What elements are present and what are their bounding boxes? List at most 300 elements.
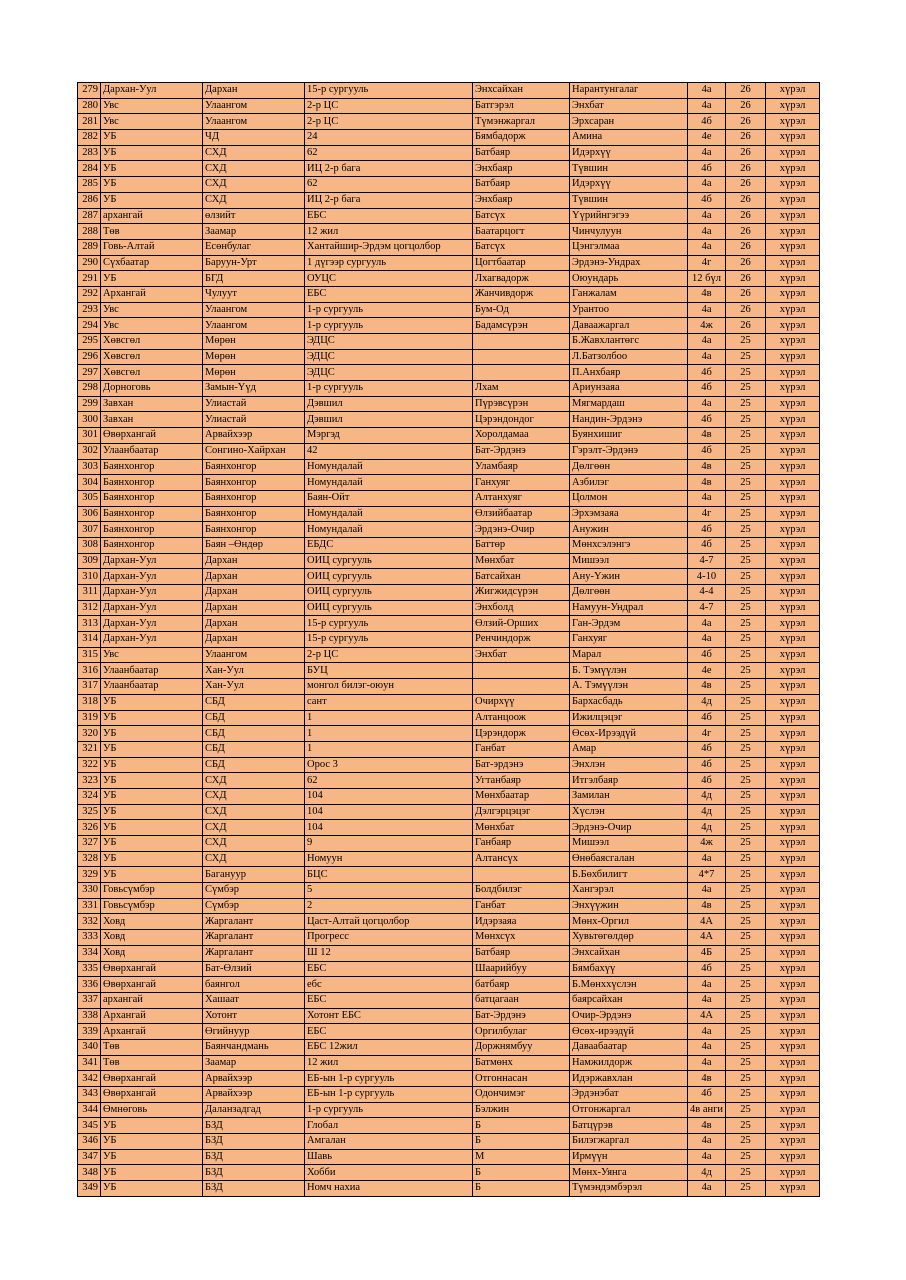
grade-cell: 4а xyxy=(688,1181,726,1197)
grade-cell: 4а xyxy=(688,632,726,648)
row-number: 314 xyxy=(78,632,101,648)
row-number: 343 xyxy=(78,1087,101,1103)
row-number: 326 xyxy=(78,820,101,836)
grade-cell: 4в xyxy=(688,475,726,491)
school-cell: 15-р сургууль xyxy=(305,632,473,648)
score-cell: 26 xyxy=(726,114,766,130)
medal-cell: хүрэл xyxy=(766,365,820,381)
student-name-cell: Бархасбадь xyxy=(570,694,688,710)
row-number: 317 xyxy=(78,679,101,695)
grade-cell: 4а xyxy=(688,177,726,193)
grade-cell: 4-7 xyxy=(688,553,726,569)
row-number: 331 xyxy=(78,898,101,914)
grade-cell: 4а xyxy=(688,334,726,350)
score-cell: 25 xyxy=(726,961,766,977)
row-number: 333 xyxy=(78,930,101,946)
sum-cell: Заамар xyxy=(203,1055,305,1071)
medal-cell: хүрэл xyxy=(766,537,820,553)
medal-cell: хүрэл xyxy=(766,192,820,208)
row-number: 348 xyxy=(78,1165,101,1181)
medal-cell: хүрэл xyxy=(766,208,820,224)
student-name-cell: Б.Жавхлантөгс xyxy=(570,334,688,350)
grade-cell: 4а xyxy=(688,145,726,161)
aimag-cell: Дорноговь xyxy=(101,381,203,397)
parent-name-cell xyxy=(473,365,570,381)
parent-name-cell: Лхам xyxy=(473,381,570,397)
medal-cell: хүрэл xyxy=(766,1071,820,1087)
school-cell: 1 дүгээр сургууль xyxy=(305,255,473,271)
parent-name-cell: Б xyxy=(473,1165,570,1181)
student-name-cell: Даваажаргал xyxy=(570,318,688,334)
row-number: 336 xyxy=(78,977,101,993)
student-name-cell: Бямбахүү xyxy=(570,961,688,977)
student-name-cell: Гэрэлт-Эрдэнэ xyxy=(570,443,688,459)
grade-cell: 4в xyxy=(688,459,726,475)
score-cell: 25 xyxy=(726,804,766,820)
table-row xyxy=(78,1118,820,1134)
sum-cell: СБД xyxy=(203,757,305,773)
row-number: 329 xyxy=(78,867,101,883)
medal-cell: хүрэл xyxy=(766,161,820,177)
score-cell: 25 xyxy=(726,490,766,506)
sum-cell: Улаангом xyxy=(203,98,305,114)
score-cell: 25 xyxy=(726,710,766,726)
grade-cell: 4б xyxy=(688,741,726,757)
score-cell: 25 xyxy=(726,632,766,648)
aimag-cell: Увс xyxy=(101,114,203,130)
table-row xyxy=(78,977,820,993)
school-cell: 12 жил xyxy=(305,1055,473,1071)
table-row xyxy=(78,632,820,648)
table-row xyxy=(78,710,820,726)
sum-cell: Баянчандмань xyxy=(203,1039,305,1055)
aimag-cell: Өвөрхангай xyxy=(101,977,203,993)
row-number: 327 xyxy=(78,836,101,852)
student-name-cell: Буянхишиг xyxy=(570,428,688,444)
school-cell: 24 xyxy=(305,130,473,146)
table-row xyxy=(78,239,820,255)
sum-cell: БГД xyxy=(203,271,305,287)
sum-cell: Мөрөн xyxy=(203,349,305,365)
medal-cell: хүрэл xyxy=(766,522,820,538)
school-cell: монгол билэг-оюун xyxy=(305,679,473,695)
student-name-cell: Эрхэмзаяа xyxy=(570,506,688,522)
table-row xyxy=(78,694,820,710)
medal-cell: хүрэл xyxy=(766,851,820,867)
school-cell: ЕБС xyxy=(305,286,473,302)
school-cell: ОУЦС xyxy=(305,271,473,287)
row-number: 315 xyxy=(78,647,101,663)
student-name-cell: Намжилдорж xyxy=(570,1055,688,1071)
score-cell: 25 xyxy=(726,396,766,412)
parent-name-cell: Бум-Од xyxy=(473,302,570,318)
parent-name-cell: Б xyxy=(473,1118,570,1134)
row-number: 322 xyxy=(78,757,101,773)
grade-cell: 4А xyxy=(688,914,726,930)
parent-name-cell: Энхбаяр xyxy=(473,192,570,208)
student-name-cell: Энхүүжин xyxy=(570,898,688,914)
row-number: 344 xyxy=(78,1102,101,1118)
student-name-cell: баярсайхан xyxy=(570,992,688,1008)
table-row xyxy=(78,930,820,946)
school-cell: 9 xyxy=(305,836,473,852)
school-cell: ЕБС xyxy=(305,1024,473,1040)
table-row xyxy=(78,788,820,804)
row-number: 294 xyxy=(78,318,101,334)
student-name-cell: Мөнх-Уянга xyxy=(570,1165,688,1181)
grade-cell: 4*7 xyxy=(688,867,726,883)
medal-cell: хүрэл xyxy=(766,773,820,789)
sum-cell: Сүмбэр xyxy=(203,883,305,899)
row-number: 340 xyxy=(78,1039,101,1055)
row-number: 337 xyxy=(78,992,101,1008)
school-cell: 2 xyxy=(305,898,473,914)
student-name-cell: Марал xyxy=(570,647,688,663)
school-cell: ебс xyxy=(305,977,473,993)
parent-name-cell: Энхсайхан xyxy=(473,83,570,99)
school-cell: Ш 12 xyxy=(305,945,473,961)
school-cell: ЕБ-ын 1-р сургууль xyxy=(305,1071,473,1087)
parent-name-cell: Жигжидсүрэн xyxy=(473,585,570,601)
score-cell: 25 xyxy=(726,616,766,632)
grade-cell: 4а xyxy=(688,977,726,993)
score-cell: 25 xyxy=(726,773,766,789)
school-cell: 5 xyxy=(305,883,473,899)
sum-cell: Дархан xyxy=(203,83,305,99)
score-cell: 25 xyxy=(726,945,766,961)
table-row xyxy=(78,1087,820,1103)
medal-cell: хүрэл xyxy=(766,757,820,773)
parent-name-cell: Батбаяр xyxy=(473,945,570,961)
grade-cell: 4Б xyxy=(688,945,726,961)
grade-cell: 4д xyxy=(688,788,726,804)
school-cell: 42 xyxy=(305,443,473,459)
results-table xyxy=(77,82,820,1197)
sum-cell: СХД xyxy=(203,820,305,836)
aimag-cell: Өмнөговь xyxy=(101,1102,203,1118)
row-number: 306 xyxy=(78,506,101,522)
row-number: 323 xyxy=(78,773,101,789)
score-cell: 25 xyxy=(726,365,766,381)
student-name-cell: Чинчулуун xyxy=(570,224,688,240)
medal-cell: хүрэл xyxy=(766,883,820,899)
school-cell: 12 жил xyxy=(305,224,473,240)
score-cell: 25 xyxy=(726,726,766,742)
student-name-cell: Түвшин xyxy=(570,192,688,208)
table-row xyxy=(78,349,820,365)
aimag-cell: УБ xyxy=(101,1165,203,1181)
student-name-cell: Өсөх-Ирээдүй xyxy=(570,726,688,742)
school-cell: сант xyxy=(305,694,473,710)
sum-cell: СХД xyxy=(203,161,305,177)
aimag-cell: Дархан-Уул xyxy=(101,600,203,616)
medal-cell: хүрэл xyxy=(766,255,820,271)
school-cell: 62 xyxy=(305,773,473,789)
school-cell: ЕБС xyxy=(305,208,473,224)
parent-name-cell: Батсайхан xyxy=(473,569,570,585)
aimag-cell: Баянхонгор xyxy=(101,522,203,538)
table-row xyxy=(78,851,820,867)
grade-cell: 4в xyxy=(688,1118,726,1134)
student-name-cell: Амар xyxy=(570,741,688,757)
row-number: 282 xyxy=(78,130,101,146)
table-row xyxy=(78,145,820,161)
medal-cell: хүрэл xyxy=(766,114,820,130)
school-cell: ИЦ 2-р бага xyxy=(305,192,473,208)
parent-name-cell: Бат-Эрдэнэ xyxy=(473,443,570,459)
grade-cell: 4ж xyxy=(688,836,726,852)
parent-name-cell: Пүрэвсүрэн xyxy=(473,396,570,412)
score-cell: 25 xyxy=(726,381,766,397)
table-row xyxy=(78,1102,820,1118)
table-row xyxy=(78,271,820,287)
grade-cell: 4ж xyxy=(688,318,726,334)
row-number: 281 xyxy=(78,114,101,130)
parent-name-cell: Ганхуяг xyxy=(473,475,570,491)
table-row xyxy=(78,836,820,852)
grade-cell: 4-7 xyxy=(688,600,726,616)
parent-name-cell: Баттөр xyxy=(473,537,570,553)
medal-cell: хүрэл xyxy=(766,1134,820,1150)
school-cell: 15-р сургууль xyxy=(305,83,473,99)
grade-cell: 4б xyxy=(688,412,726,428)
school-cell: Номч нахиа xyxy=(305,1181,473,1197)
grade-cell: 4а xyxy=(688,396,726,412)
row-number: 297 xyxy=(78,365,101,381)
parent-name-cell: Оргилбулаг xyxy=(473,1024,570,1040)
score-cell: 26 xyxy=(726,98,766,114)
grade-cell: 4г xyxy=(688,506,726,522)
grade-cell: 4А xyxy=(688,930,726,946)
row-number: 318 xyxy=(78,694,101,710)
school-cell: Амгалан xyxy=(305,1134,473,1150)
table-row xyxy=(78,459,820,475)
parent-name-cell: Дэлгэрцэцэг xyxy=(473,804,570,820)
table-row xyxy=(78,412,820,428)
student-name-cell: Л.Батзолбоо xyxy=(570,349,688,365)
sum-cell: Замын-Үүд xyxy=(203,381,305,397)
parent-name-cell: Бадамсүрэн xyxy=(473,318,570,334)
grade-cell: 4а xyxy=(688,302,726,318)
table-row xyxy=(78,381,820,397)
grade-cell: 4б xyxy=(688,365,726,381)
table-row xyxy=(78,961,820,977)
sum-cell: СХД xyxy=(203,192,305,208)
aimag-cell: Төв xyxy=(101,1055,203,1071)
score-cell: 25 xyxy=(726,741,766,757)
table-row xyxy=(78,726,820,742)
grade-cell: 4а xyxy=(688,1149,726,1165)
school-cell: ЕБС xyxy=(305,992,473,1008)
aimag-cell: Говьсүмбэр xyxy=(101,898,203,914)
medal-cell: хүрэл xyxy=(766,412,820,428)
aimag-cell: УБ xyxy=(101,851,203,867)
score-cell: 25 xyxy=(726,428,766,444)
aimag-cell: УБ xyxy=(101,694,203,710)
parent-name-cell: Б xyxy=(473,1134,570,1150)
row-number: 279 xyxy=(78,83,101,99)
sum-cell: Улаангом xyxy=(203,114,305,130)
school-cell: БУЦ xyxy=(305,663,473,679)
aimag-cell: Хөвсгөл xyxy=(101,334,203,350)
row-number: 349 xyxy=(78,1181,101,1197)
score-cell: 25 xyxy=(726,757,766,773)
school-cell: 1-р сургууль xyxy=(305,381,473,397)
row-number: 307 xyxy=(78,522,101,538)
parent-name-cell: батцагаан xyxy=(473,992,570,1008)
aimag-cell: архангай xyxy=(101,992,203,1008)
parent-name-cell: Энхболд xyxy=(473,600,570,616)
score-cell: 25 xyxy=(726,820,766,836)
medal-cell: хүрэл xyxy=(766,1055,820,1071)
table-row xyxy=(78,537,820,553)
medal-cell: хүрэл xyxy=(766,553,820,569)
medal-cell: хүрэл xyxy=(766,867,820,883)
row-number: 324 xyxy=(78,788,101,804)
parent-name-cell: Болдбилэг xyxy=(473,883,570,899)
aimag-cell: Баянхонгор xyxy=(101,506,203,522)
sum-cell: Дархан xyxy=(203,553,305,569)
school-cell: 2-р ЦС xyxy=(305,98,473,114)
medal-cell: хүрэл xyxy=(766,679,820,695)
aimag-cell: Завхан xyxy=(101,412,203,428)
sum-cell: Дархан xyxy=(203,632,305,648)
medal-cell: хүрэл xyxy=(766,836,820,852)
sum-cell: Баян –Өндөр xyxy=(203,537,305,553)
parent-name-cell: Батмөнх xyxy=(473,1055,570,1071)
parent-name-cell: Б xyxy=(473,1181,570,1197)
aimag-cell: УБ xyxy=(101,1118,203,1134)
school-cell: Шавь xyxy=(305,1149,473,1165)
parent-name-cell: Батсүх xyxy=(473,239,570,255)
medal-cell: хүрэл xyxy=(766,710,820,726)
student-name-cell: Итгэлбаяр xyxy=(570,773,688,789)
parent-name-cell: Цогтбаатар xyxy=(473,255,570,271)
medal-cell: хүрэл xyxy=(766,820,820,836)
score-cell: 25 xyxy=(726,1008,766,1024)
school-cell: 104 xyxy=(305,788,473,804)
medal-cell: хүрэл xyxy=(766,459,820,475)
school-cell: 1 xyxy=(305,710,473,726)
aimag-cell: Говь-Алтай xyxy=(101,239,203,255)
score-cell: 25 xyxy=(726,585,766,601)
medal-cell: хүрэл xyxy=(766,914,820,930)
table-row xyxy=(78,192,820,208)
student-name-cell: Мишээл xyxy=(570,553,688,569)
table-row xyxy=(78,318,820,334)
table-row xyxy=(78,1165,820,1181)
grade-cell: 4б xyxy=(688,1087,726,1103)
parent-name-cell: Жанчивдорж xyxy=(473,286,570,302)
score-cell: 25 xyxy=(726,679,766,695)
table-row xyxy=(78,490,820,506)
student-name-cell: Хангэрэл xyxy=(570,883,688,899)
row-number: 309 xyxy=(78,553,101,569)
row-number: 303 xyxy=(78,459,101,475)
grade-cell: 4б xyxy=(688,537,726,553)
row-number: 295 xyxy=(78,334,101,350)
row-number: 285 xyxy=(78,177,101,193)
student-name-cell: Ганхуяг xyxy=(570,632,688,648)
row-number: 316 xyxy=(78,663,101,679)
table-row xyxy=(78,757,820,773)
parent-name-cell: Бат-Эрдэнэ xyxy=(473,1008,570,1024)
parent-name-cell: Очирхүү xyxy=(473,694,570,710)
grade-cell: 4а xyxy=(688,992,726,1008)
table-row xyxy=(78,1039,820,1055)
score-cell: 25 xyxy=(726,930,766,946)
parent-name-cell: Мөнхбаатар xyxy=(473,788,570,804)
score-cell: 26 xyxy=(726,208,766,224)
medal-cell: хүрэл xyxy=(766,1149,820,1165)
school-cell: ЭДЦС xyxy=(305,365,473,381)
school-cell: 1 xyxy=(305,741,473,757)
score-cell: 25 xyxy=(726,1071,766,1087)
table-row xyxy=(78,663,820,679)
score-cell: 25 xyxy=(726,459,766,475)
parent-name-cell: Уламбаяр xyxy=(473,459,570,475)
grade-cell: 4а xyxy=(688,883,726,899)
medal-cell: хүрэл xyxy=(766,585,820,601)
table-row xyxy=(78,114,820,130)
score-cell: 25 xyxy=(726,475,766,491)
grade-cell: 4е xyxy=(688,130,726,146)
score-cell: 25 xyxy=(726,977,766,993)
medal-cell: хүрэл xyxy=(766,349,820,365)
sum-cell: Баянхонгор xyxy=(203,490,305,506)
school-cell: Баян-Ойт xyxy=(305,490,473,506)
student-name-cell: Б. Тэмүүлэн xyxy=(570,663,688,679)
school-cell: 2-р ЦС xyxy=(305,114,473,130)
student-name-cell: Хувьтөгөлдөр xyxy=(570,930,688,946)
parent-name-cell: Шаарийбуу xyxy=(473,961,570,977)
sum-cell: СХД xyxy=(203,145,305,161)
student-name-cell: Эрдэнэбат xyxy=(570,1087,688,1103)
student-name-cell: Нандин-Эрдэнэ xyxy=(570,412,688,428)
table-row xyxy=(78,428,820,444)
table-row xyxy=(78,396,820,412)
score-cell: 25 xyxy=(726,537,766,553)
student-name-cell: Дөлгөөн xyxy=(570,585,688,601)
row-number: 291 xyxy=(78,271,101,287)
row-number: 319 xyxy=(78,710,101,726)
aimag-cell: УБ xyxy=(101,1134,203,1150)
table-row xyxy=(78,208,820,224)
sum-cell: СБД xyxy=(203,710,305,726)
aimag-cell: Сүхбаатар xyxy=(101,255,203,271)
school-cell: ЕБДС xyxy=(305,537,473,553)
student-name-cell: Анужин xyxy=(570,522,688,538)
medal-cell: хүрэл xyxy=(766,428,820,444)
table-row xyxy=(78,1149,820,1165)
row-number: 339 xyxy=(78,1024,101,1040)
school-cell: ЭДЦС xyxy=(305,349,473,365)
row-number: 292 xyxy=(78,286,101,302)
table-row xyxy=(78,334,820,350)
grade-cell: 4г xyxy=(688,255,726,271)
grade-cell: 4в xyxy=(688,679,726,695)
school-cell: Номуун xyxy=(305,851,473,867)
student-name-cell: Б.Бөхбилигт xyxy=(570,867,688,883)
school-cell: Номундалай xyxy=(305,459,473,475)
aimag-cell: Улаанбаатар xyxy=(101,663,203,679)
row-number: 334 xyxy=(78,945,101,961)
student-name-cell: Энхсайхан xyxy=(570,945,688,961)
grade-cell: 4а xyxy=(688,1039,726,1055)
grade-cell: 4б xyxy=(688,961,726,977)
student-name-cell: Азбилэг xyxy=(570,475,688,491)
table-row xyxy=(78,161,820,177)
